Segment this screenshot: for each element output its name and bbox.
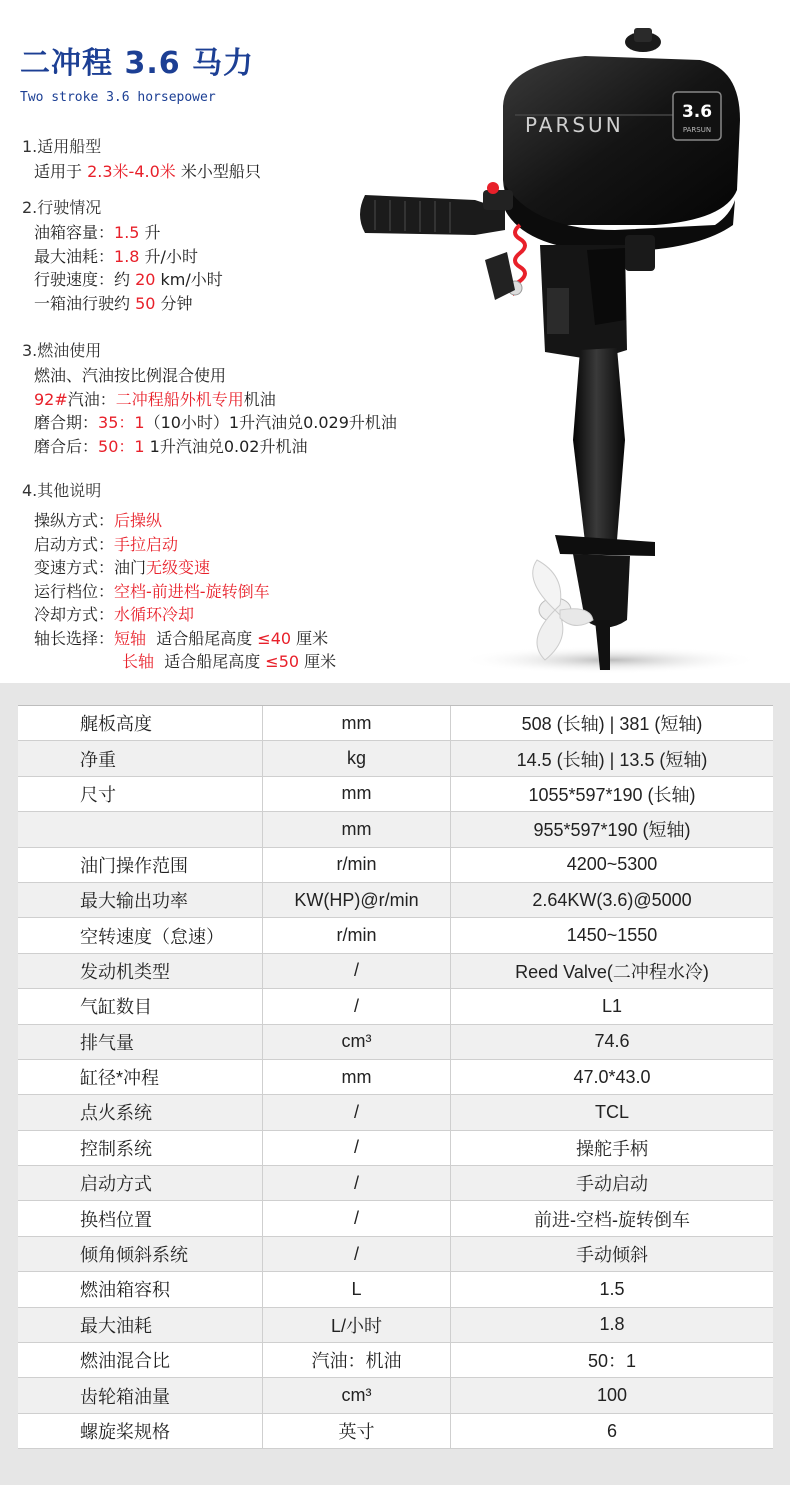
spec-line (22, 411, 397, 435)
spec-unit-cell: / (263, 1166, 451, 1200)
line-label: 变速方式： (34, 558, 115, 577)
spec-name-cell: 发动机类型 (18, 954, 263, 988)
spec-value-cell: TCL (594, 1101, 629, 1122)
spec-name-cell: 齿轮箱油量 (18, 1378, 263, 1412)
highlight-value: 1.8 (114, 246, 140, 266)
line-label: 燃油、汽油按比例混合使用 (34, 366, 227, 385)
section-boat-type (22, 134, 261, 184)
line-suffix: 厘米 (299, 652, 337, 671)
line-label: 油箱容量： (34, 223, 115, 242)
hp-badge-number: 3.6 (681, 102, 713, 122)
line-label: 磨合期： (34, 413, 99, 432)
table-row (18, 812, 773, 847)
spec-unit-cell: / (263, 1095, 451, 1129)
spec-value-cell: 1.8 (599, 1314, 625, 1335)
spec-unit-cell: kg (263, 741, 451, 775)
section-running (22, 195, 223, 315)
table-row (18, 883, 773, 918)
spec-name-cell: 最大油耗 (18, 1308, 263, 1342)
table-row (18, 1343, 773, 1378)
spec-unit-cell: cm³ (263, 1025, 451, 1059)
tiller-throttle (483, 190, 513, 210)
spec-line (22, 388, 397, 412)
table-row (18, 1308, 773, 1343)
spec-name-cell: 艉板高度 (18, 706, 263, 740)
spec-name-cell: 最大输出功率 (18, 883, 263, 917)
line-suffix: 机油 (243, 389, 276, 409)
line-label: 磨合后： (34, 436, 99, 456)
spec-line (22, 160, 261, 184)
table-row (18, 918, 773, 953)
table-row (18, 1378, 773, 1413)
spec-line (22, 650, 336, 674)
line-label: 操纵方式： (34, 511, 115, 530)
highlight-value: 后操纵 (114, 511, 163, 530)
highlight-value: 35：1 (98, 413, 145, 432)
spec-name-cell: 燃油箱容积 (18, 1272, 263, 1306)
spec-value-cell: 1.5 (599, 1278, 625, 1299)
spec-line (22, 580, 336, 604)
line-label: 行驶速度：约 (34, 270, 136, 289)
line-label: 轴长选择： (34, 628, 115, 648)
section-heading: 2.行驶情况 (22, 198, 102, 217)
spec-unit-cell: KW(HP)@r/min (263, 883, 451, 917)
spec-name-cell: 启动方式 (18, 1166, 263, 1200)
highlight-value: 短轴 (114, 628, 147, 648)
spec-name-cell: 气缸数目 (18, 989, 263, 1023)
spec-line (22, 603, 336, 627)
highlight-value: 50 (135, 293, 156, 313)
spec-line (22, 364, 397, 388)
line-label: 汽油： (67, 389, 116, 409)
spec-unit-cell: / (263, 1131, 451, 1165)
line-suffix: 升/小时 (139, 246, 198, 266)
spec-value-cell: 100 (596, 1385, 628, 1406)
line-label: 启动方式： (34, 534, 115, 554)
highlight-value: 92# (34, 389, 68, 409)
spec-name-cell (18, 812, 263, 846)
line-label: 适用于 (34, 162, 88, 181)
spec-name-cell: 净重 (18, 741, 263, 775)
bracket-label (547, 288, 569, 334)
spec-line (22, 292, 223, 316)
spec-value-cell: 508 (长轴) | 381 (短轴) (521, 714, 703, 735)
bracket-knob (625, 235, 655, 271)
section-heading: 3.燃油使用 (22, 341, 102, 360)
table-row (18, 954, 773, 989)
table-row (18, 1166, 773, 1201)
spec-name-cell: 燃油混合比 (18, 1343, 263, 1377)
spec-value-cell: 操舵手柄 (576, 1138, 648, 1159)
spec-line (22, 221, 223, 245)
table-row (18, 741, 773, 776)
spec-name-cell: 油门操作范围 (18, 848, 263, 882)
spec-line (22, 245, 223, 269)
spec-unit-cell: / (263, 1201, 451, 1235)
table-row (18, 1025, 773, 1060)
spec-name-cell: 倾角倾斜系统 (18, 1237, 263, 1271)
outboard-motor-image (355, 20, 790, 680)
table-row (18, 777, 773, 812)
spec-value-cell: 2.64KW(3.6)@5000 (532, 889, 692, 910)
section-heading: 4.其他说明 (22, 481, 102, 500)
page-title: 二冲程 3.6 马力 (20, 46, 255, 81)
line-suffix: 1升汽油兑0.02升机油 (144, 436, 308, 456)
spec-name-cell: 尺寸 (18, 777, 263, 811)
line-label: 适合船尾高度 (154, 652, 266, 671)
table-row (18, 1272, 773, 1307)
table-row (18, 1060, 773, 1095)
line-suffix: 米小型船只 (175, 162, 261, 181)
table-row (18, 1131, 773, 1166)
spec-name-cell: 螺旋桨规格 (18, 1414, 263, 1448)
spec-value-cell: 955*597*190 (短轴) (533, 820, 691, 841)
spec-value-cell: 手动倾斜 (576, 1245, 648, 1266)
spec-line (22, 556, 336, 580)
spec-name-cell: 空转速度（怠速） (18, 918, 263, 952)
spec-unit-cell: L/小时 (263, 1308, 451, 1342)
spec-value-cell: 50：1 (587, 1351, 637, 1372)
highlight-value: 50：1 (98, 436, 145, 456)
spec-unit-cell: 英寸 (263, 1414, 451, 1448)
spec-table (18, 705, 773, 1449)
spec-unit-cell: mm (263, 706, 451, 740)
brand-logo: PARSUN (525, 113, 624, 137)
line-suffix: （10小时）1升汽油兑0.029升机油 (144, 413, 397, 432)
spec-table-panel (0, 683, 790, 1485)
spec-value-cell: 6 (606, 1420, 617, 1441)
spec-unit-cell: mm (263, 777, 451, 811)
table-row (18, 989, 773, 1024)
table-row (18, 706, 773, 741)
line-suffix: 厘米 (291, 628, 329, 648)
page-subtitle: Two stroke 3.6 horsepower (20, 90, 216, 105)
spec-unit-cell: 汽油：机油 (263, 1343, 451, 1377)
hp-badge-brand: PARSUN (682, 126, 712, 134)
fuel-cap-knob (634, 28, 652, 42)
spec-unit-cell: r/min (263, 918, 451, 952)
spec-value-cell: 47.0*43.0 (573, 1066, 651, 1087)
line-suffix: 分钟 (155, 293, 193, 313)
spec-unit-cell: r/min (263, 848, 451, 882)
highlight-value: ≤50 (265, 652, 300, 671)
spec-line (22, 627, 336, 651)
highlight-value: 水循环冷却 (114, 605, 195, 624)
spec-name-cell: 点火系统 (18, 1095, 263, 1129)
spec-name-cell: 控制系统 (18, 1131, 263, 1165)
spec-line (22, 268, 223, 292)
highlight-value: 2.3米-4.0米 (87, 162, 176, 181)
spec-value-cell: L1 (601, 995, 623, 1016)
table-row (18, 1414, 773, 1449)
spec-unit-cell: cm³ (263, 1378, 451, 1412)
spec-line (22, 435, 397, 459)
highlight-value: 空档-前进档-旋转倒车 (114, 581, 270, 601)
highlight-value: 二冲程船外机专用 (115, 389, 244, 409)
spec-line (22, 533, 336, 557)
spec-value-cell: 前进-空档-旋转倒车 (534, 1209, 690, 1230)
section-heading: 1.适用船型 (22, 137, 102, 156)
spec-unit-cell: / (263, 989, 451, 1023)
line-suffix: km/小时 (155, 270, 223, 289)
highlight-value: ≤40 (257, 628, 292, 648)
spec-value-cell: Reed Valve(二冲程水冷) (515, 961, 709, 982)
spec-unit-cell: / (263, 1237, 451, 1271)
product-intro-panel (0, 0, 790, 680)
line-label: 最大油耗： (34, 246, 115, 266)
line-suffix: 升 (139, 223, 161, 242)
highlight-value: 1.5 (114, 223, 140, 242)
table-row (18, 848, 773, 883)
spec-unit-cell: mm (263, 812, 451, 846)
spec-value-cell: 14.5 (长轴) | 13.5 (短轴) (516, 749, 708, 770)
spec-unit-cell: L (263, 1272, 451, 1306)
line-label: 一箱油行驶约 (34, 293, 136, 313)
spec-value-cell: 1450~1550 (566, 925, 658, 946)
section-fuel (22, 338, 397, 458)
stop-button (487, 182, 499, 194)
spec-value-cell: 74.6 (594, 1031, 630, 1052)
line-label: 适合船尾高度 (146, 628, 258, 648)
spec-value-cell: 1055*597*190 (长轴) (528, 784, 696, 805)
section-other (22, 478, 336, 674)
line-label: 运行档位： (34, 581, 115, 601)
line-label: 油门 (114, 558, 147, 577)
spec-name-cell: 缸径*冲程 (18, 1060, 263, 1094)
spec-unit-cell: / (263, 954, 451, 988)
highlight-value: 手拉启动 (114, 534, 179, 554)
highlight-value: 20 (135, 270, 156, 289)
table-row (18, 1237, 773, 1272)
spec-value-cell: 手动启动 (576, 1174, 648, 1195)
table-row (18, 1201, 773, 1236)
drive-shaft (573, 348, 625, 542)
spec-value-cell: 4200~5300 (566, 854, 658, 875)
highlight-value: 长轴 (122, 652, 155, 671)
highlight-value: 无级变速 (146, 558, 211, 577)
spec-line (22, 509, 336, 533)
line-label: 冷却方式： (34, 605, 115, 624)
table-row (18, 1095, 773, 1130)
spec-unit-cell: mm (263, 1060, 451, 1094)
spec-name-cell: 换档位置 (18, 1201, 263, 1235)
spec-name-cell: 排气量 (18, 1025, 263, 1059)
